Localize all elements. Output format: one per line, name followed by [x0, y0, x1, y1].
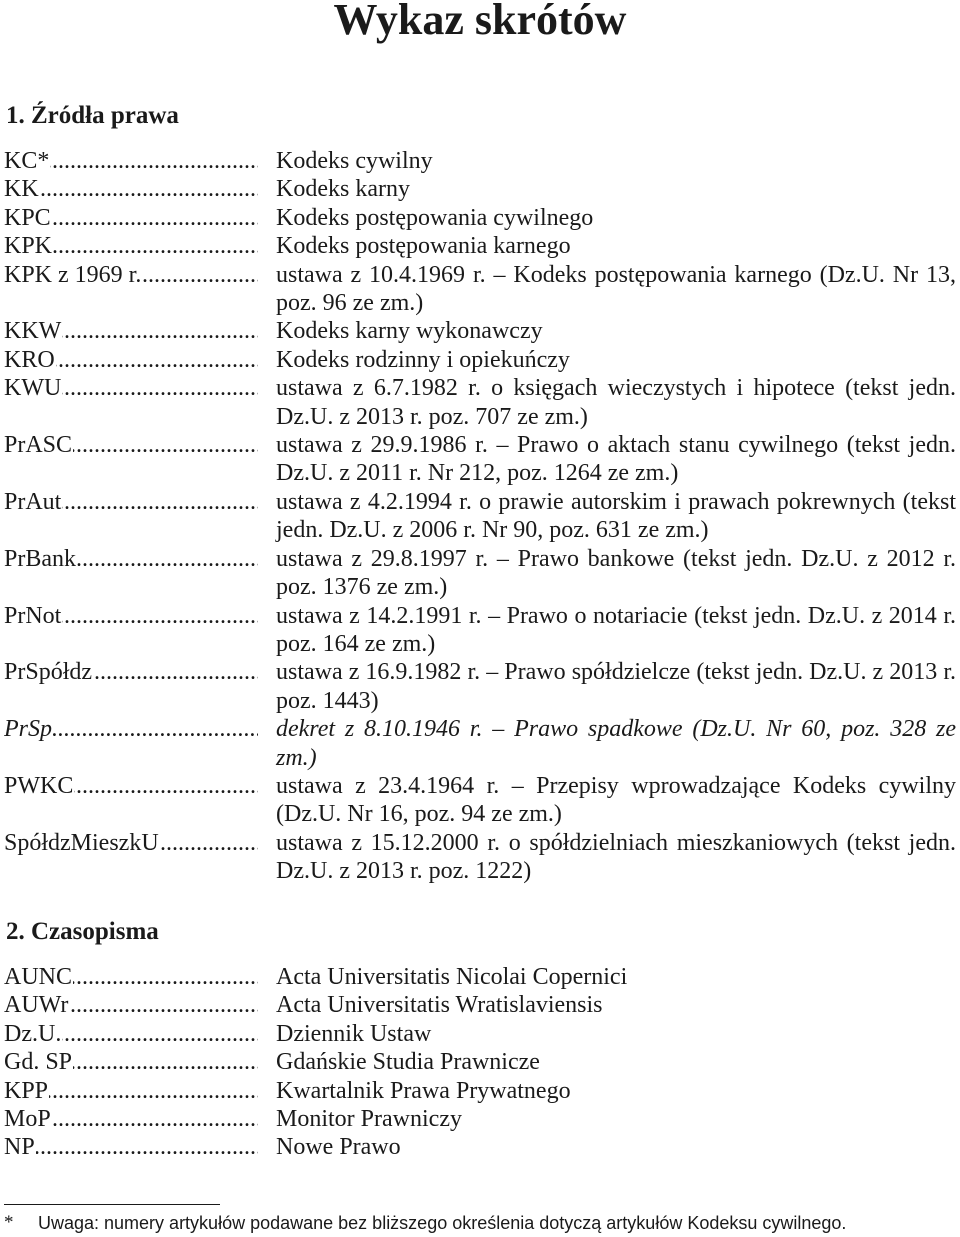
abbreviation-term [4, 431, 258, 459]
abbreviation-term-text: SpółdzMieszkU [4, 829, 159, 856]
abbreviation-term-text: PrSpółdz [4, 659, 93, 686]
abbreviation-term-text: KKW [4, 318, 62, 345]
abbreviation-term [4, 488, 258, 516]
abbreviation-entry [4, 374, 956, 431]
abbreviation-entry [4, 147, 956, 175]
abbreviation-term-text: KK [4, 176, 39, 203]
abbreviation-term-text: KPP [4, 1077, 49, 1104]
abbreviation-entry [4, 1077, 956, 1105]
abbreviation-term-text: PrNot [4, 602, 62, 629]
abbreviation-term-text: PrAut [4, 488, 62, 515]
abbreviation-term-text: KC* [4, 148, 50, 174]
abbreviation-entry [4, 204, 956, 232]
abbreviation-term [4, 715, 258, 743]
abbreviation-entry [4, 431, 956, 488]
abbreviation-entry [4, 1048, 956, 1076]
abbreviation-term [4, 317, 258, 345]
abbreviation-term-text: PrSp [4, 716, 52, 743]
abbreviation-term [4, 545, 258, 573]
abbreviation-term-text: Dz.U. [4, 1020, 62, 1047]
abbreviation-term-text: KRO [4, 346, 55, 373]
footnote [4, 1210, 956, 1236]
abbreviation-term-text: KWU [4, 375, 62, 402]
abbreviation-entry [4, 772, 956, 829]
abbreviation-definition: ustawa z 10.4.1969 r. – Kodeks postępowania karnego (Dz.U. Nr 13, poz. 96 ze zm.) [276, 261, 956, 317]
abbreviation-definition: dekret z 8.10.1946 r. – Prawo spadkowe (Dz.U. Nr 60, poz. 328 ze zm.) [276, 716, 956, 771]
abbreviation-term [4, 232, 258, 260]
abbreviation-term [4, 175, 258, 203]
abbreviation-entry [4, 346, 956, 374]
abbreviation-definition: ustawa z 29.8.1997 r. – Prawo bankowe (tekst jedn. Dz.U. z 2012 r. poz. 1376 ze zm.) [276, 545, 956, 601]
abbreviation-list-journals [4, 963, 956, 1162]
abbreviation-list-legal-sources [4, 147, 956, 886]
abbreviation-term [4, 346, 258, 374]
footnote-mark: * [4, 1212, 14, 1233]
page-title: Wykaz skrótów [333, 0, 627, 44]
abbreviation-term-text: AUNC [4, 964, 73, 990]
section-heading-journals: 2. Czasopisma [6, 918, 159, 945]
abbreviation-definition: ustawa z 4.2.1994 r. o prawie autorskim i prawach pokrewnych (tekst jedn. Dz.U. z 2006 r. Nr 90, poz. 631 ze zm.) [276, 488, 956, 544]
abbreviation-entry [4, 602, 956, 659]
abbreviation-entry [4, 1133, 956, 1161]
abbreviation-definition: ustawa z 29.9.1986 r. – Prawo o aktach stanu cywilnego (tekst jedn. Dz.U. z 2011 r. Nr 212, poz. 1264 ze zm.) [276, 432, 956, 487]
abbreviation-term [4, 1020, 258, 1048]
abbreviation-entry [4, 829, 956, 886]
abbreviation-term [4, 1105, 258, 1133]
abbreviation-entry [4, 1105, 956, 1133]
abbreviation-term-text: NP [4, 1134, 35, 1161]
abbreviation-term [4, 602, 258, 630]
abbreviation-definition: Kodeks karny wykonawczy [276, 318, 543, 345]
abbreviation-entry [4, 232, 956, 260]
abbreviation-term [4, 658, 258, 686]
abbreviation-term-text: KPK [4, 233, 53, 260]
abbreviation-entry [4, 488, 956, 545]
abbreviation-term [4, 963, 258, 991]
abbreviation-term [4, 374, 258, 402]
abbreviation-definition: ustawa z 23.4.1964 r. – Przepisy wprowadzające Kodeks cywilny (Dz.U. Nr 16, poz. 94 ze zm.) [276, 772, 956, 828]
abbreviation-term [4, 1048, 258, 1076]
abbreviation-term [4, 204, 258, 232]
footnote-text: Uwaga: numery artykułów podawane bez bliższego określenia dotyczą artykułów Kodeksu cywilnego. [38, 1213, 847, 1233]
abbreviation-term-text: AUWr [4, 992, 69, 1019]
abbreviation-definition: Acta Universitatis Nicolai Copernici [276, 964, 628, 990]
abbreviation-term-text: Gd. SP [4, 1049, 73, 1076]
abbreviation-term-text: KPC [4, 204, 51, 231]
abbreviation-entry [4, 545, 956, 602]
abbreviation-entry [4, 963, 956, 991]
abbreviation-definition: Dziennik Ustaw [276, 1020, 432, 1047]
abbreviation-definition: Acta Universitatis Wratislaviensis [276, 992, 603, 1019]
abbreviation-entry [4, 175, 956, 203]
abbreviation-definition: Kodeks postępowania karnego [276, 233, 571, 260]
abbreviation-definition: Kodeks rodzinny i opiekuńczy [276, 346, 570, 373]
abbreviation-term [4, 147, 258, 175]
abbreviation-term-text: PrASC [4, 432, 73, 459]
abbreviation-definition: Kodeks postępowania cywilnego [276, 204, 594, 231]
abbreviation-entry [4, 991, 956, 1019]
abbreviation-term [4, 1077, 258, 1105]
abbreviation-term [4, 1133, 258, 1161]
abbreviation-definition: Kwartalnik Prawa Prywatnego [276, 1077, 571, 1104]
abbreviation-definition: Kodeks karny [276, 176, 410, 203]
abbreviation-term-text: KPK z 1969 r. [4, 261, 142, 288]
abbreviation-term [4, 991, 258, 1019]
abbreviation-definition: Monitor Prawniczy [276, 1106, 462, 1133]
abbreviation-entry [4, 261, 956, 318]
abbreviation-entry [4, 658, 956, 715]
abbreviation-definition: ustawa z 14.2.1991 r. – Prawo o notariacie (tekst jedn. Dz.U. z 2014 r. poz. 164 ze zm.) [276, 602, 956, 657]
abbreviation-definition: Nowe Prawo [276, 1134, 401, 1161]
section-heading-legal-sources: 1. Źródła prawa [6, 102, 179, 129]
abbreviation-definition: ustawa z 15.12.2000 r. o spółdzielniach mieszkaniowych (tekst jedn. Dz.U. z 2013 r. poz. 1222) [276, 829, 956, 885]
abbreviation-definition: Kodeks cywilny [276, 148, 433, 174]
abbreviation-definition: ustawa z 16.9.1982 r. – Prawo spółdzielcze (tekst jedn. Dz.U. z 2013 r. poz. 1443) [276, 659, 956, 714]
footnote-divider [4, 1204, 220, 1205]
abbreviation-entry [4, 1020, 956, 1048]
abbreviation-entry [4, 317, 956, 345]
abbreviation-definition: ustawa z 6.7.1982 r. o księgach wieczystych i hipotece (tekst jedn. Dz.U. z 2013 r. poz. 707 ze zm.) [276, 375, 956, 430]
abbreviation-term-text: PWKC [4, 772, 74, 799]
abbreviation-term [4, 261, 258, 289]
abbreviation-definition: Gdańskie Studia Prawnicze [276, 1049, 540, 1076]
abbreviation-term-text: PrBank [4, 545, 76, 572]
abbreviation-term-text: MoP [4, 1106, 51, 1133]
abbreviation-term [4, 772, 258, 800]
abbreviation-entry [4, 715, 956, 772]
abbreviation-term [4, 829, 258, 857]
